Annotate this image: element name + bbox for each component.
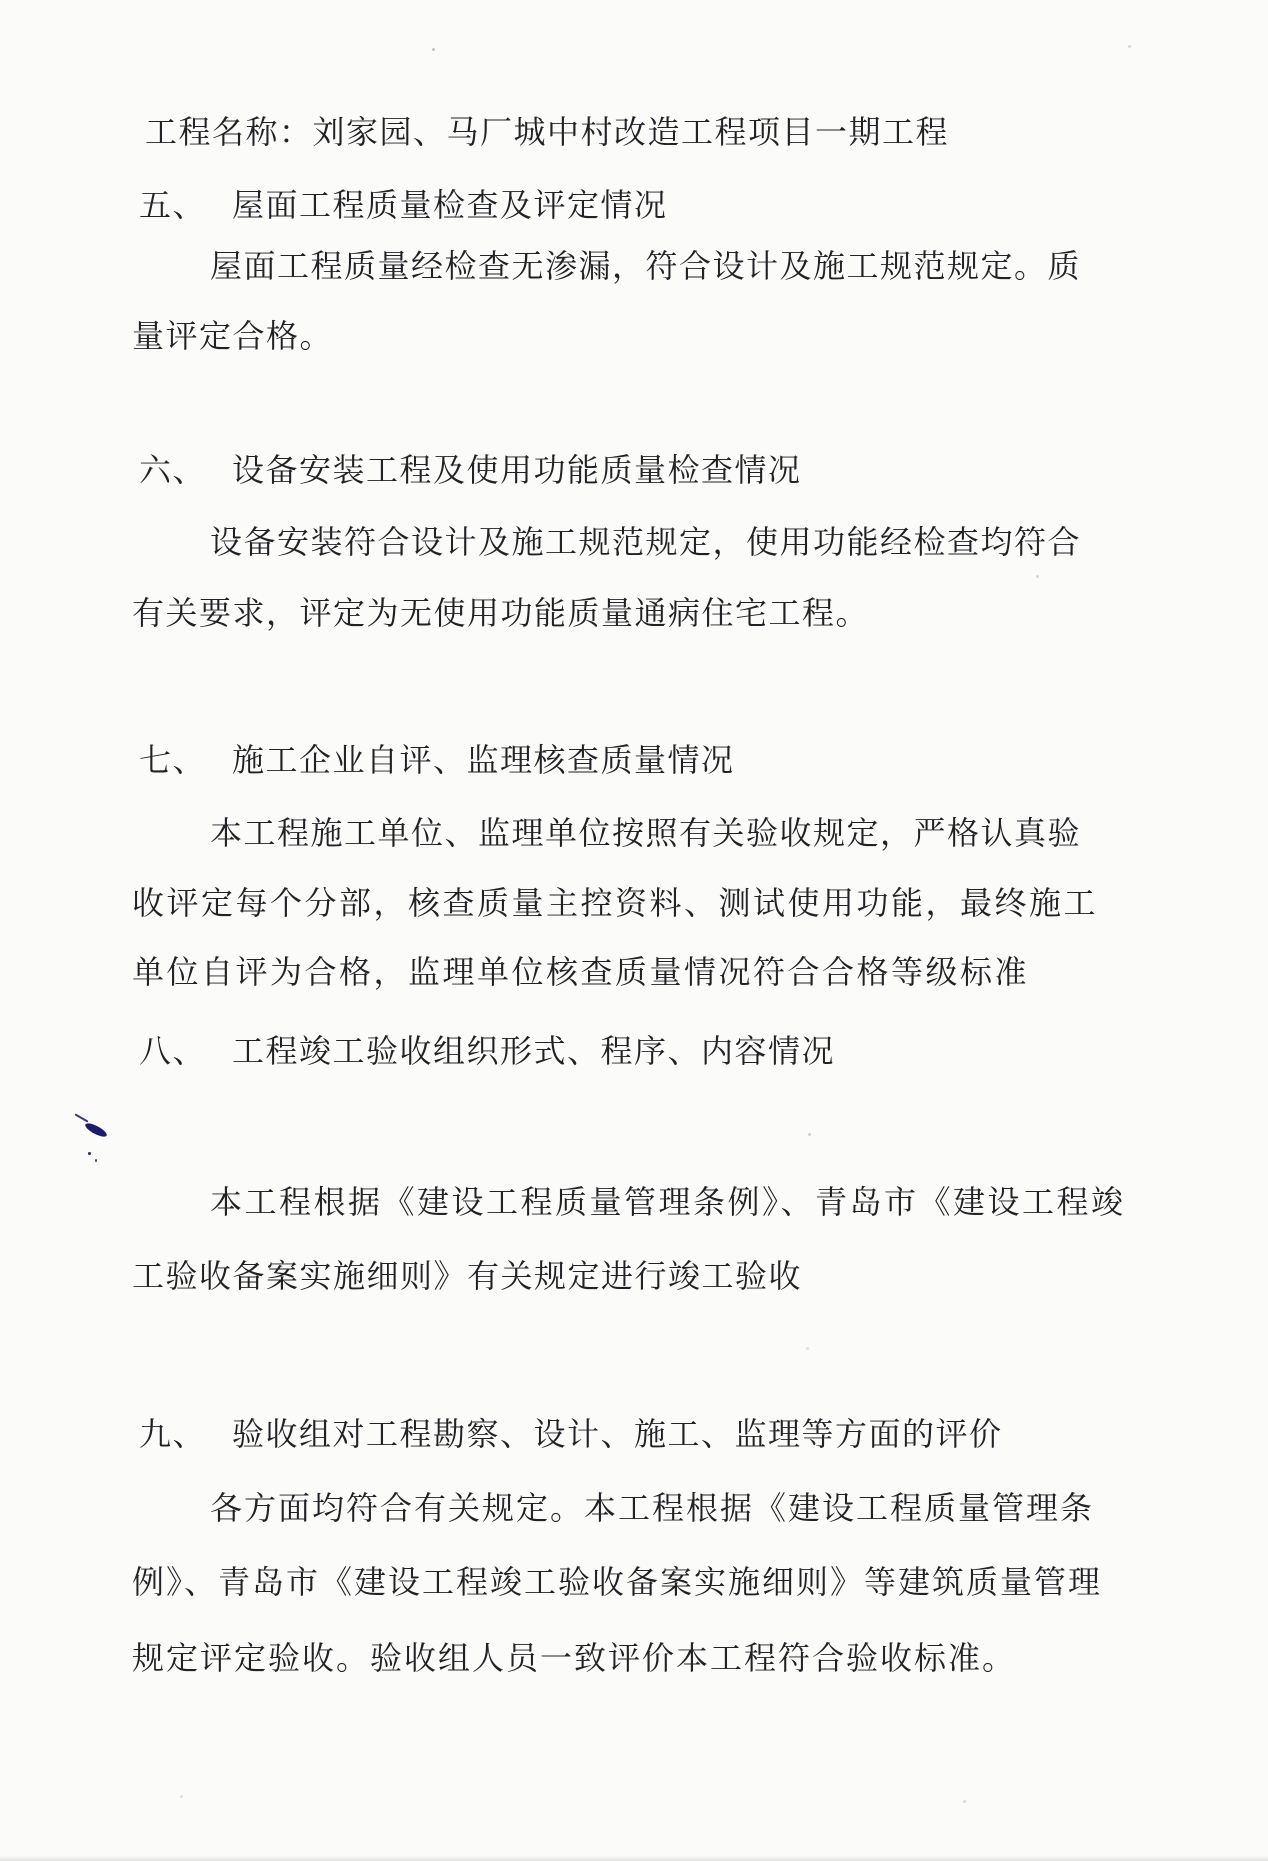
- section-9-paragraph-line-1: 各方面均符合有关规定。本工程根据《建设工程质量管理条: [210, 1490, 1095, 1526]
- section-5-paragraph-line-1: 屋面工程质量经检查无渗漏，符合设计及施工规范规定。质: [210, 248, 1082, 284]
- section-5-paragraph-line-2: 量评定合格。: [132, 318, 334, 354]
- section-heading-7: [139, 740, 735, 780]
- section-9-paragraph-line-2: 例》、青岛市《建设工程竣工验收备案实施细则》等建筑质量管理: [132, 1564, 1103, 1600]
- scan-speck: [1128, 45, 1131, 48]
- section-6-paragraph-line-1: 设备安装符合设计及施工规范规定，使用功能经检查均符合: [210, 524, 1082, 560]
- pen-ink-dot: [88, 1152, 91, 1155]
- section-number-9: 九、: [139, 1416, 207, 1452]
- pen-ink-tail: [75, 1113, 89, 1122]
- section-heading-8: [139, 1031, 835, 1071]
- section-9-paragraph-line-3: 规定评定验收。验收组人员一致评价本工程符合验收标准。: [132, 1640, 1017, 1676]
- project-name-line: 工程名称：刘家园、马厂城中村改造工程项目一期工程: [145, 114, 950, 150]
- section-number-6: 六、: [139, 452, 207, 488]
- pen-ink-blob: [84, 1121, 109, 1139]
- section-title-9: 验收组对工程勘察、设计、施工、监理等方面的评价: [232, 1416, 1003, 1452]
- section-title-8: 工程竣工验收组织形式、程序、内容情况: [232, 1033, 836, 1069]
- pen-ink-dot: [95, 1159, 97, 1162]
- section-7-paragraph-line-2: 收评定每个分部，核查质量主控资料、测试使用功能，最终施工: [132, 885, 1099, 921]
- scan-speck: [963, 1800, 966, 1803]
- section-6-paragraph-line-2: 有关要求，评定为无使用功能质量通病住宅工程。: [132, 595, 870, 631]
- section-heading-5: [139, 185, 668, 225]
- scan-speck: [432, 48, 435, 51]
- section-title-6: 设备安装工程及使用功能质量检查情况: [232, 452, 802, 488]
- section-title-5: 屋面工程质量检查及评定情况: [232, 187, 668, 223]
- section-7-paragraph-line-1: 本工程施工单位、监理单位按照有关验收规定，严格认真验: [210, 815, 1082, 851]
- section-7-paragraph-line-3: 单位自评为合格，监理单位核查质量情况符合合格等级标准: [132, 954, 1030, 990]
- section-number-5: 五、: [139, 187, 207, 223]
- section-8-paragraph-line-2: 工验收备案实施细则》有关规定进行竣工验收: [132, 1258, 803, 1294]
- scan-speck: [180, 1795, 183, 1798]
- section-number-8: 八、: [139, 1033, 207, 1069]
- scan-speck: [806, 1347, 809, 1350]
- section-8-paragraph-line-1: 本工程根据《建设工程质量管理条例》、青岛市《建设工程竣: [210, 1184, 1126, 1220]
- scan-speck: [808, 1133, 811, 1136]
- scan-bottom-edge: [0, 1856, 1268, 1861]
- section-title-7: 施工企业自评、监理核查质量情况: [232, 742, 735, 778]
- scan-speck: [1036, 575, 1039, 578]
- section-number-7: 七、: [139, 742, 207, 778]
- section-heading-9: [139, 1414, 1003, 1454]
- section-heading-6: [139, 450, 802, 490]
